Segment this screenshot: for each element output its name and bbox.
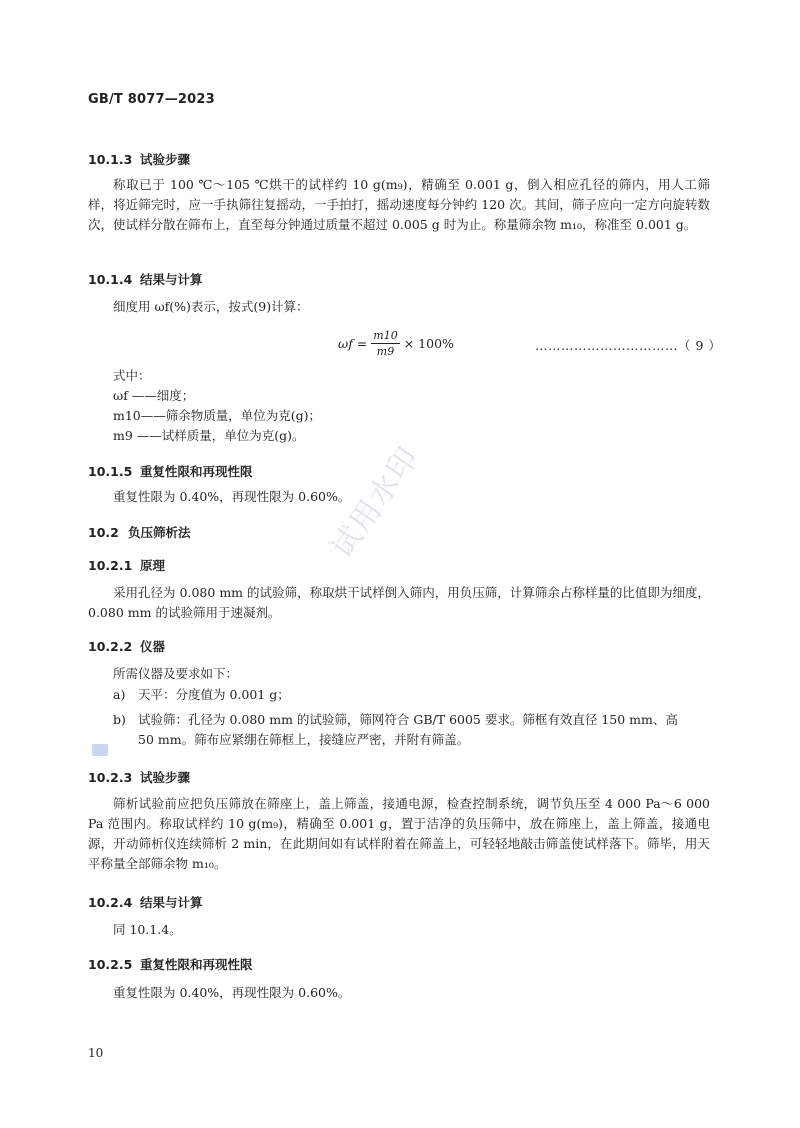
formula-9 <box>338 326 454 360</box>
section-text-10-1-3: 称取已于 100 ℃～105 ℃烘干的试样约 10 g(m₉)，精确至 0.001 g，倒入相应孔径的筛内，用人工筛样，将近筛完时，应一手执筛往复摇动，一手拍打，摇动速度每分钟约 120 次。其间，筛子应向一定方向旋转数次，使试样分散在筛布上，直至每分钟通过质量不超过 0.005 g 时为止。称量筛余物 m₁₀，称准至 0.001 g。 <box>88 177 710 232</box>
formula-intro: 细度用 ωf(%)表示，按式(9)计算： <box>113 299 309 314</box>
section-heading-10-2-3: 10.2.3 试验步骤 <box>88 770 191 785</box>
section-heading-10-2-5: 10.2.5 重复性限和再现性限 <box>88 957 253 972</box>
section-heading-10-2-2: 10.2.2 仪器 <box>88 639 166 654</box>
stamp-mark <box>92 744 108 756</box>
formula-fraction <box>371 329 399 358</box>
where-label: 式中： <box>113 368 151 383</box>
formula-numerator: m10 <box>373 328 398 342</box>
section-text-10-2-4: 同 10.1.4。 <box>113 922 182 937</box>
formula-lhs: ωf = <box>338 335 368 351</box>
page-number: 10 <box>88 1046 104 1060</box>
section-heading-10-2-4: 10.2.4 结果与计算 <box>88 895 203 910</box>
section-text-10-2-5: 重复性限为 0.40%，再现性限为 0.60%。 <box>113 985 351 1000</box>
equation-number: ……………………………（ 9 ） <box>535 338 722 353</box>
section-text-10-2-1: 采用孔径为 0.080 mm 的试验筛，称取烘干试样倒入筛内，用负压筛，计算筛余占称样量的比值即为细度，0.080 mm 的试验筛用于速凝剂。 <box>88 585 710 620</box>
section-heading-10-1-4: 10.1.4 结果与计算 <box>88 272 203 287</box>
instrument-intro: 所需仪器及要求如下： <box>113 666 239 681</box>
section-heading-10-2: 10.2 负压筛析法 <box>88 525 191 540</box>
formula-denominator: m9 <box>376 344 395 358</box>
section-text-10-2-3: 筛析试验前应把负压筛放在筛座上，盖上筛盖，接通电源，检查控制系统，调节负压至 4 000 Pa～6 000 Pa 范围内。称取试样约 10 g(m₉)，精确至 0.001 g，置于洁净的负压筛中，放在筛座上，盖上筛盖，接通电源，开动筛析仪连续筛析 2 min，在此期间如有试样附着在筛盖上，可轻轻地敲击筛盖使试样落下。筛毕，用天平称量全部筛余物 m₁₀。 <box>88 796 710 871</box>
variable-definition: m9 ——试样质量，单位为克(g)。 <box>113 428 305 443</box>
watermark: 试用水印 <box>324 439 427 565</box>
list-item: b) 试验筛：孔径为 0.080 mm 的试验筛，筛网符合 GB/T 6005 要求。筛框有效直径 150 mm、高 50 mm。筛布应紧绷在筛框上，接缝应严密，并附有筛盖。 <box>113 712 678 747</box>
section-heading-10-1-3: 10.1.3 试验步骤 <box>88 152 191 167</box>
standard-code: GB/T 8077—2023 <box>88 92 215 107</box>
section-heading-10-1-5: 10.1.5 重复性限和再现性限 <box>88 464 253 479</box>
section-heading-10-2-1: 10.2.1 原理 <box>88 558 166 573</box>
variable-definition: ωf ——细度； <box>113 388 195 403</box>
list-item: a) 天平：分度值为 0.001 g； <box>113 687 290 702</box>
variable-definition: m10——筛余物质量，单位为克(g)； <box>113 408 322 423</box>
formula-rhs: × 100% <box>403 335 454 351</box>
section-text-10-1-5: 重复性限为 0.40%，再现性限为 0.60%。 <box>113 489 351 504</box>
